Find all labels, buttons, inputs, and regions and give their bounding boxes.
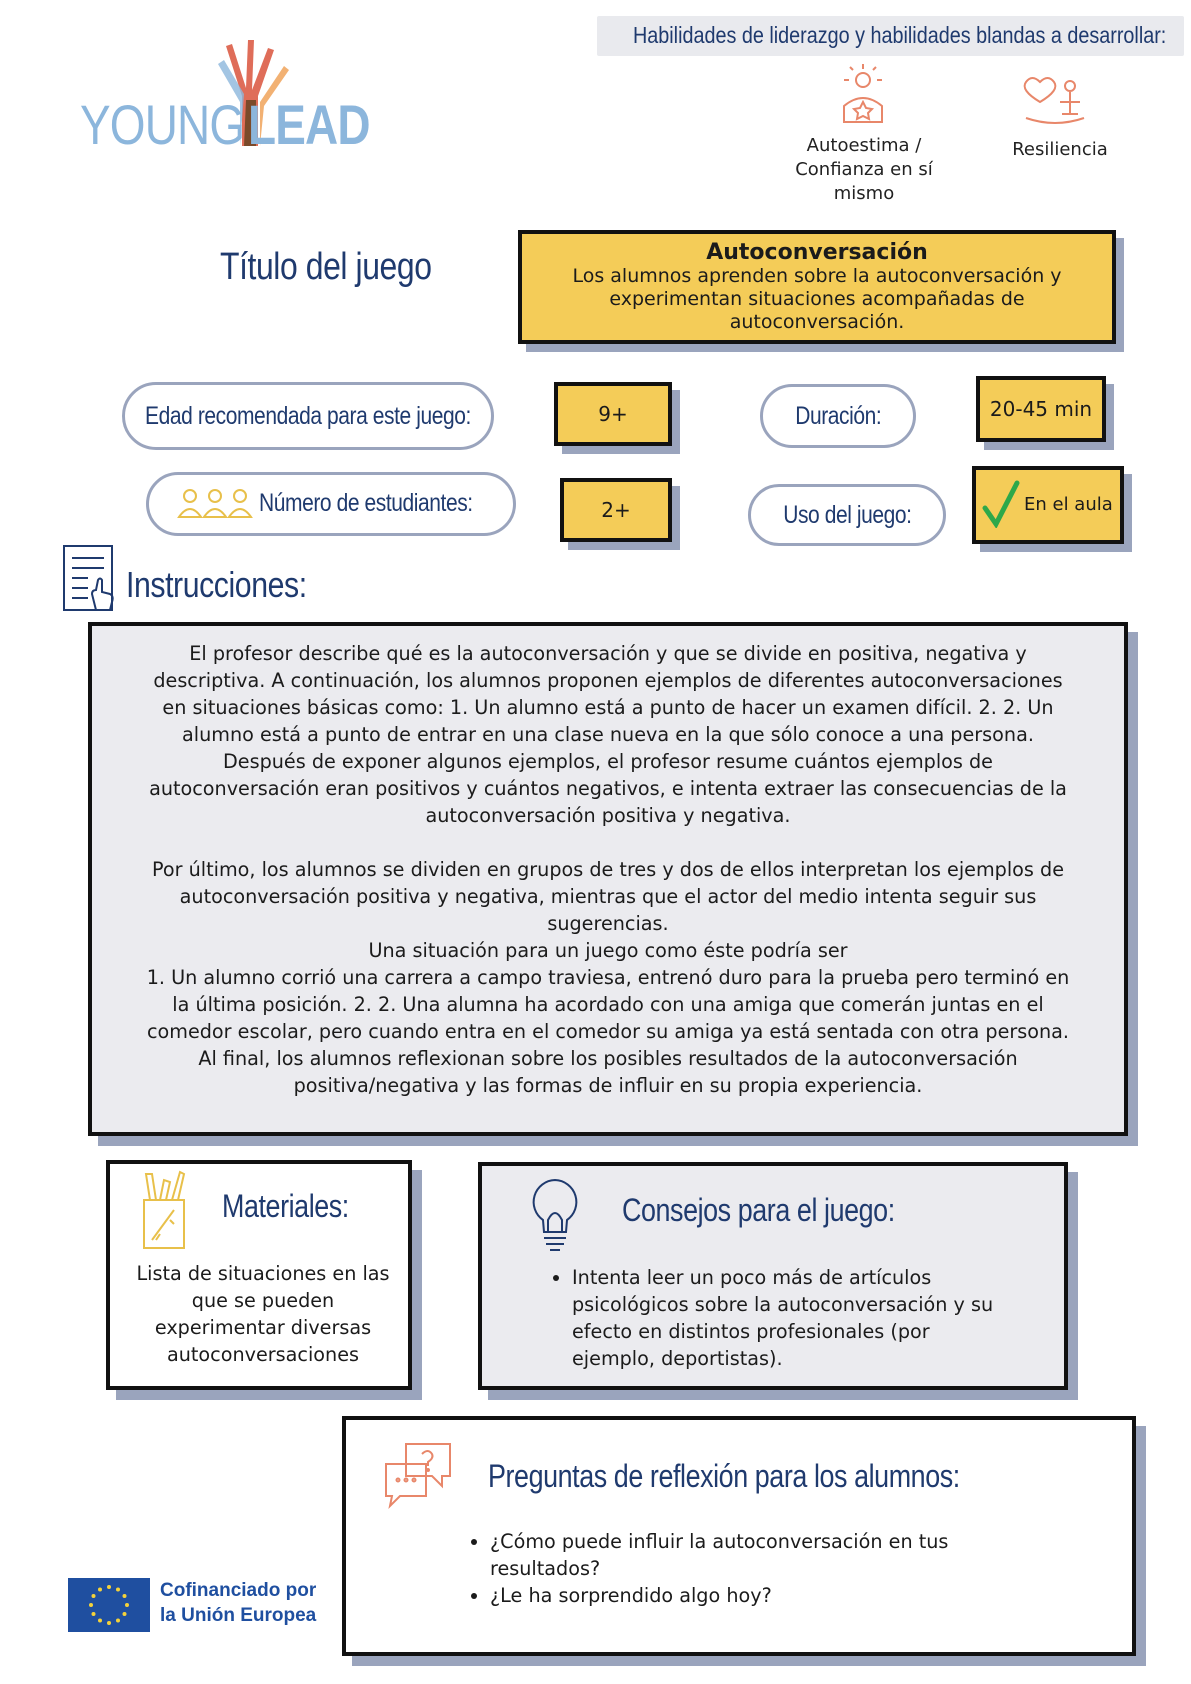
- duration-value-box: [976, 376, 1106, 442]
- logo-text-lead: LEAD: [248, 93, 370, 156]
- tip-line: Intenta leer un poco más de artículos: [572, 1266, 932, 1289]
- students-label: Número de estudiantes:: [259, 489, 473, 517]
- self-esteem-icon: [836, 62, 890, 128]
- instructions-text: [96, 640, 1120, 1099]
- reflection-line: ¿Le ha sorprendido algo hoy?: [490, 1584, 772, 1607]
- eu-line: Cofinanciado por: [160, 1580, 317, 1601]
- reflection-line: ¿Cómo puede influir la autoconversación en tus: [490, 1530, 949, 1553]
- tips-box: [478, 1162, 1068, 1390]
- tip-line: psicológicos sobre la autoconversación y su: [572, 1293, 994, 1316]
- reflection-list: [468, 1528, 1050, 1609]
- game-description-line: experimentan situaciones acompañadas de: [609, 288, 1025, 310]
- instruction-line: Por último, los alumnos se dividen en grupos de tres y dos de ellos interpretan los ejemplos de: [152, 858, 1064, 881]
- skills-title: Habilidades de liderazgo y habilidades blandas a desarrollar:: [633, 22, 1167, 48]
- tip-line: ejemplo, deportistas).: [572, 1347, 783, 1370]
- age-value: 9+: [598, 402, 628, 426]
- age-label-oval: [122, 382, 494, 450]
- instruction-line: alumno está a punto de entrar en una clase nueva en la que sólo conoce a una persona.: [182, 723, 1034, 746]
- tips-list: [550, 1264, 1072, 1372]
- materials-line: Lista de situaciones en las: [136, 1262, 390, 1285]
- instruction-line: Una situación para un juego como éste podría ser: [368, 939, 848, 962]
- usage-label-oval: [748, 484, 946, 546]
- reflection-box: [342, 1416, 1136, 1656]
- tip-item: [572, 1264, 1072, 1372]
- game-title: Autoconversación: [706, 240, 928, 265]
- tips-heading: Consejos para el juego:: [622, 1192, 895, 1228]
- age-value-box: [554, 382, 672, 446]
- duration-label-oval: [760, 384, 916, 448]
- students-value-box: [560, 478, 672, 542]
- instruction-spacer: [96, 829, 1120, 856]
- students-label-oval: [146, 472, 516, 536]
- duration-label: Duración:: [794, 401, 882, 430]
- pencil-cup-icon: [140, 1170, 188, 1250]
- game-title-label: Título del juego: [220, 246, 432, 288]
- reflection-item: [490, 1582, 1050, 1609]
- eu-funding-text: [160, 1578, 316, 1628]
- skill-label-line: Resiliencia: [1012, 139, 1108, 160]
- instruction-line: autoconversación eran positivos y cuántos negativos, e intenta extraer las consecuencias de la: [149, 777, 1067, 800]
- materials-heading: Materiales:: [222, 1188, 349, 1224]
- materials-text: [118, 1260, 408, 1368]
- usage-label: Uso del juego:: [782, 500, 912, 529]
- instruction-line: 1. Un alumno corrió una carrera a campo traviesa, entrenó duro para la prueba pero terminó en: [146, 966, 1070, 989]
- skill-label-line: Autoestima /: [806, 135, 922, 156]
- materials-line: autoconversaciones: [166, 1343, 359, 1366]
- skill-self-esteem-label: [780, 134, 948, 206]
- instructions-heading: Instrucciones:: [126, 564, 307, 605]
- skills-banner: [597, 16, 1184, 56]
- game-description-line: autoconversación.: [729, 311, 905, 333]
- instruction-line: autoconversación positiva y negativa.: [425, 804, 791, 827]
- skill-resilience-label: [990, 138, 1130, 162]
- instruction-line: Al final, los alumnos reflexionan sobre los posibles resultados de la autoconversación: [198, 1047, 1018, 1070]
- usage-value-box: [972, 466, 1124, 544]
- game-description-line: Los alumnos aprenden sobre la autoconversación y: [572, 265, 1062, 287]
- instructions-box: [88, 622, 1128, 1136]
- logo-text-young: YOUNG: [80, 93, 245, 156]
- instruction-line: Después de exponer algunos ejemplos, el profesor resume cuántos ejemplos de: [223, 750, 993, 773]
- eu-line: la Unión Europea: [160, 1605, 317, 1626]
- game-title-box: [518, 230, 1116, 344]
- young-lead-logo: [80, 38, 370, 156]
- checkmark-icon: [982, 480, 1020, 528]
- tip-line: efecto en distintos profesionales (por: [572, 1320, 930, 1343]
- instruction-line: positiva/negativa y las formas de influir en su propia experiencia.: [293, 1074, 923, 1097]
- reflection-item: [490, 1528, 1050, 1582]
- skill-label-line: Confianza en sí: [795, 159, 933, 180]
- resilience-icon: [1020, 72, 1090, 128]
- skill-label-line: mismo: [833, 183, 895, 204]
- students-group-icon: [177, 487, 253, 519]
- students-value: 2+: [601, 498, 631, 522]
- instruction-line: El profesor describe qué es la autoconversación y que se divide en positiva, negativa y: [189, 642, 1027, 665]
- eu-stars-icon: [68, 1578, 150, 1632]
- instruction-line: la última posición. 2. 2. Una alumna ha acordado con una amiga que comerán juntas en el: [172, 993, 1044, 1016]
- reflection-line: resultados?: [490, 1557, 601, 1580]
- eu-flag: [68, 1578, 150, 1632]
- duration-value: 20-45 min: [989, 397, 1093, 421]
- usage-value: En el aula: [1024, 494, 1113, 515]
- instruction-line: descriptiva. A continuación, los alumnos proponen ejemplos de diferentes autoconversaciones: [153, 669, 1063, 692]
- speech-bubbles-icon: [382, 1440, 454, 1510]
- instruction-line: en situaciones básicas como: 1. Un alumno está a punto de hacer un examen difícil. 2. 2. Un: [162, 696, 1054, 719]
- instructions-document-icon: [62, 544, 118, 614]
- lightbulb-icon: [528, 1176, 582, 1254]
- age-label: Edad recomendada para este juego:: [145, 401, 471, 430]
- materials-line: que se pueden: [191, 1289, 335, 1312]
- materials-box: [106, 1160, 412, 1390]
- reflection-heading: Preguntas de reflexión para los alumnos:: [488, 1458, 960, 1494]
- instruction-line: sugerencias.: [547, 912, 669, 935]
- instruction-line: comedor escolar, pero cuando entra en el comedor su amiga ya está sentada con otra persona.: [146, 1020, 1070, 1043]
- materials-line: experimentar diversas: [154, 1316, 372, 1339]
- instruction-line: autoconversación positiva y negativa, mientras que el actor del medio intenta seguir sus: [179, 885, 1037, 908]
